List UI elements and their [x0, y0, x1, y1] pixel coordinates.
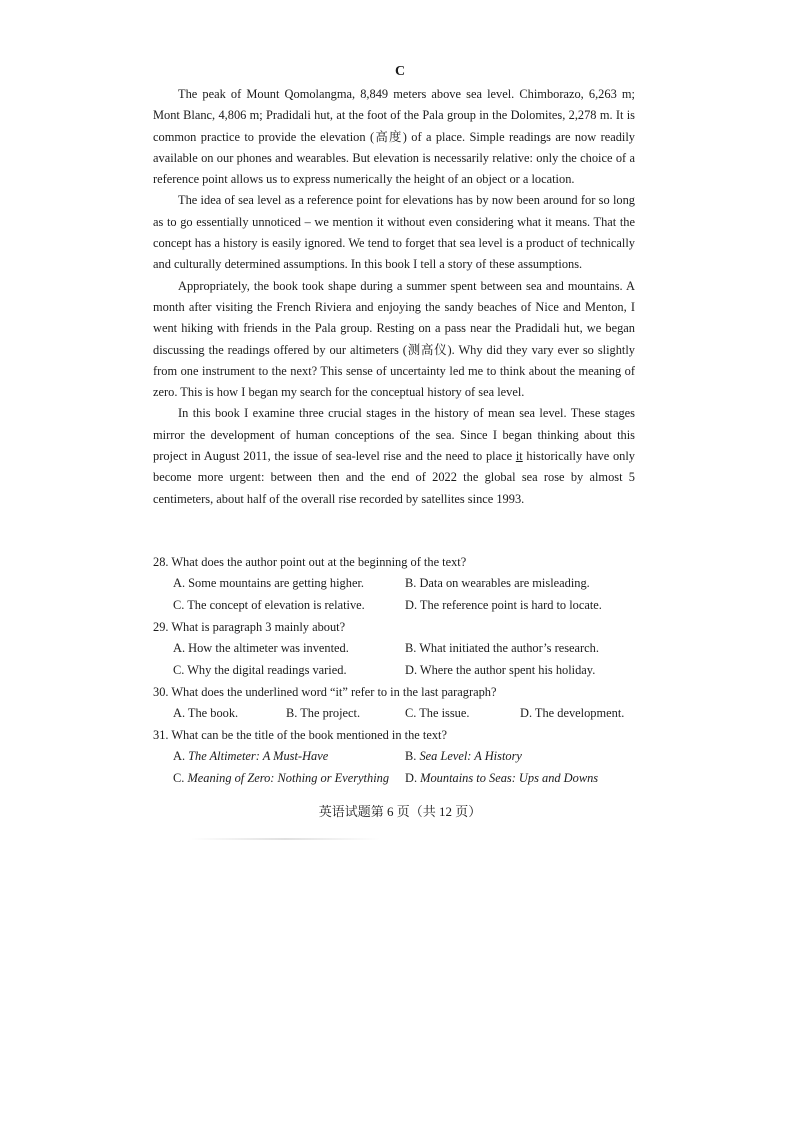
option-a: A. Some mountains are getting higher. — [173, 576, 364, 590]
option-letter: A. — [173, 749, 189, 763]
passage-paragraph-3: Appropriately, the book took shape during a summer spent between sea and mountains. A month after visiting the French Riviera and enjoying the sandy beaches of Nice and Menton, I went hiking with friends in the Pala group. Resting on a pass near the Pradidali hut, we began discussing the readings offered by our altimeters (测高仪). Why did they vary ever so slightly from one instrument to the next? This sense of uncertainty led me to think about the meaning of zero. This is how I began my search for the conceptual history of sea level. — [153, 278, 635, 400]
section-heading: C — [394, 64, 406, 79]
option-d: D. Where the author spent his holiday. — [405, 663, 596, 677]
option-a — [173, 749, 328, 764]
option-d: D. The reference point is hard to locate. — [405, 598, 602, 612]
reading-passage — [153, 84, 635, 510]
passage-paragraph-2: The idea of sea level as a reference point for elevations has by now been around for so long as to go essentially unnoticed – we mention it without even considering what it means. That the concept has a history is easily ignored. We tend to forget that sea level is a product of technically and culturally determined assumptions. In this book I tell a story of these assumptions. — [153, 193, 635, 272]
question-stem: 28. What does the author point out at the beginning of the text? — [153, 555, 467, 569]
option-book-title: Sea Level: A History — [419, 749, 522, 763]
passage-paragraph-1: The peak of Mount Qomolangma, 8,849 meters above sea level. Chimborazo, 6,263 m; Mont Blanc, 4,806 m; Pradidali hut, at the foot of the Pala group in the Dolomites, 2,278 m. It is common practice to provide the elevation (高度) of a place. Simple readings are now readily available on our phones and wearables. But elevation is necessarily relative: only the choice of a reference point allows us to express numerically the height of an object or a location. — [153, 87, 635, 187]
option-b: B. Data on wearables are misleading. — [405, 576, 590, 590]
option-c: C. The issue. — [405, 706, 470, 720]
paragraph-4-text-after: historically have only become more urgent: between then and the end of 2022 the global sea rose by almost 5 centimeters, about half of the overall rise recorded by satellites since 1993. — [153, 449, 635, 506]
option-a: A. The book. — [173, 706, 239, 720]
underlined-word-it: it — [515, 449, 523, 464]
option-a: A. How the altimeter was invented. — [173, 641, 349, 655]
passage-paragraph-4 — [153, 403, 635, 509]
option-c: C. The concept of elevation is relative. — [173, 598, 365, 612]
option-d: D. The development. — [520, 706, 625, 720]
option-d — [405, 771, 598, 786]
option-b: B. What initiated the author’s research. — [405, 641, 599, 655]
page-footer: 英语试题第 6 页（共 12 页） — [318, 804, 482, 819]
option-book-title: Meaning of Zero: Nothing or Everything — [187, 771, 390, 785]
option-c: C. Why the digital readings varied. — [173, 663, 347, 677]
scan-smudge — [190, 838, 380, 840]
option-letter: B. — [405, 749, 420, 763]
question-stem: 30. What does the underlined word “it” refer to in the last paragraph? — [153, 685, 497, 699]
question-stem: 29. What is paragraph 3 mainly about? — [153, 620, 346, 634]
option-b: B. The project. — [286, 706, 361, 720]
option-book-title: Mountains to Seas: Ups and Downs — [420, 771, 599, 785]
option-book-title: The Altimeter: A Must-Have — [188, 749, 329, 763]
option-letter: C. — [173, 771, 188, 785]
paragraph-4-text-before: In this book I examine three crucial stages in the history of mean sea level. These stages mirror the development of human conceptions of the sea. Since I began thinking about this project in August 2011, the issue of sea-level rise and the need to place — [153, 406, 635, 464]
question-stem: 31. What can be the title of the book mentioned in the text? — [153, 728, 447, 742]
option-letter: D. — [405, 771, 421, 785]
option-c — [173, 771, 389, 786]
option-b — [405, 749, 522, 764]
